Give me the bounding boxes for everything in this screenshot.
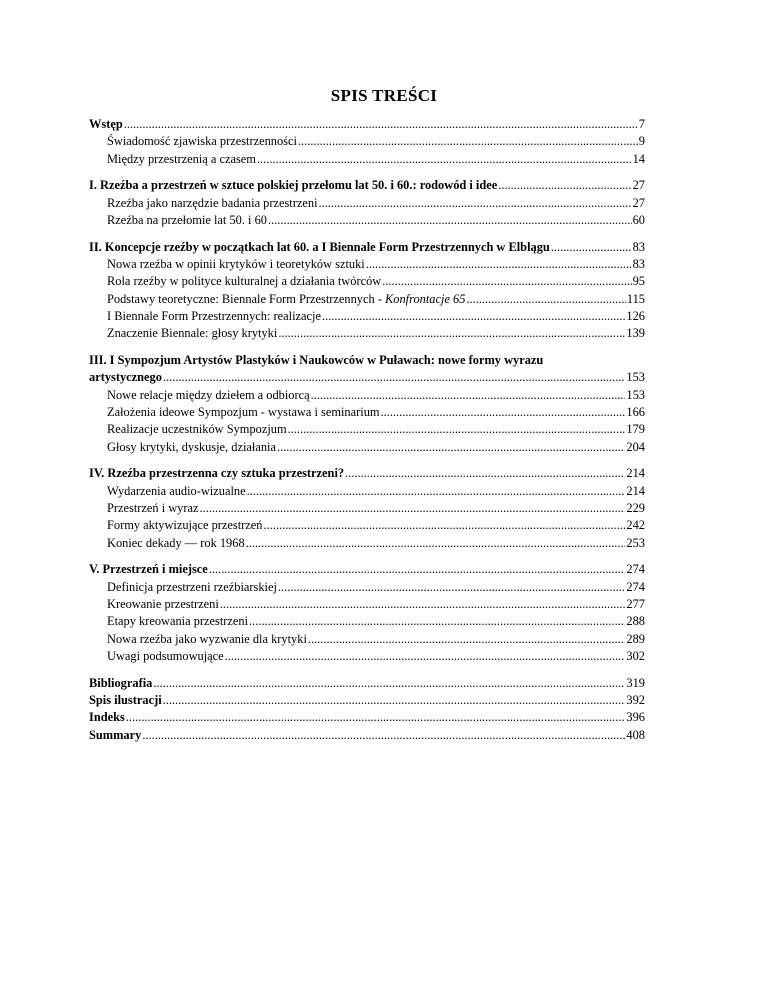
toc-entry[interactable] bbox=[89, 596, 645, 613]
page-title: SPIS TREŚCI bbox=[330, 86, 438, 105]
toc-heading-chapter-5[interactable] bbox=[89, 561, 645, 578]
leader-dots bbox=[249, 613, 625, 630]
toc-page-number: 83 bbox=[632, 257, 645, 272]
toc-page-number: 83 bbox=[632, 239, 645, 254]
leader-dots bbox=[288, 421, 626, 438]
toc-page-number: 214 bbox=[626, 466, 645, 481]
toc-heading-indeks[interactable] bbox=[89, 709, 645, 726]
toc-entry[interactable] bbox=[89, 483, 645, 500]
toc-entry-label: Znaczenie Biennale: głosy krytyki bbox=[107, 326, 278, 341]
toc-page-number: 242 bbox=[626, 518, 645, 533]
toc-page-number: 253 bbox=[626, 535, 645, 550]
toc-entry-label: Kreowanie przestrzeni bbox=[107, 596, 219, 611]
toc-heading-label: Spis ilustracji bbox=[89, 692, 162, 707]
toc-page-number: 60 bbox=[632, 212, 645, 227]
section-gap bbox=[89, 552, 645, 562]
toc-heading-label: V. Przestrzeń i miejsce bbox=[89, 562, 208, 577]
toc-entry[interactable] bbox=[89, 387, 645, 404]
toc-entry[interactable] bbox=[89, 325, 645, 342]
toc-entry-label: Koniec dekady — rok 1968 bbox=[107, 535, 245, 550]
toc-page-number: 392 bbox=[626, 692, 645, 707]
toc-heading-label: I. Rzeźba a przestrzeń w sztuce polskiej przełomu lat 50. i 60.: rodowód i idee bbox=[89, 178, 498, 193]
toc-page-number: 153 bbox=[626, 387, 645, 402]
leader-dots bbox=[264, 517, 626, 534]
toc-entry-label: Głosy krytyki, dyskusje, działania bbox=[107, 439, 276, 454]
toc-entry-label bbox=[107, 291, 465, 308]
toc-entry[interactable] bbox=[89, 439, 645, 456]
toc-entry-label: Rola rzeźby w polityce kulturalnej a działania twórców bbox=[107, 274, 382, 289]
toc-entry-label-text: Podstawy teoretyczne: Biennale Form Przestrzennych - bbox=[107, 291, 386, 306]
leader-dots bbox=[247, 483, 626, 500]
toc-entry-label: Założenia ideowe Sympozjum - wystawa i seminarium bbox=[107, 404, 380, 419]
toc-entry[interactable] bbox=[89, 256, 645, 273]
table-of-contents bbox=[89, 116, 645, 744]
toc-entry[interactable] bbox=[89, 195, 645, 212]
leader-dots bbox=[551, 239, 632, 256]
toc-page-number: 115 bbox=[626, 291, 645, 306]
toc-entry-label: Między przestrzenią a czasem bbox=[107, 151, 256, 166]
toc-page-number: 166 bbox=[626, 404, 645, 419]
toc-entry[interactable] bbox=[89, 648, 645, 665]
leader-dots bbox=[498, 177, 631, 194]
toc-heading-summary[interactable] bbox=[89, 727, 645, 744]
toc-entry[interactable] bbox=[89, 421, 645, 438]
leader-dots bbox=[142, 727, 625, 744]
toc-heading-label: III. I Sympozjum Artystów Plastyków i Naukowców w Puławach: nowe formy wyrazu bbox=[89, 353, 544, 368]
toc-entry[interactable] bbox=[89, 579, 645, 596]
toc-heading-chapter-1[interactable] bbox=[89, 177, 645, 194]
toc-entry-label: Wydarzenia audio-wizualne bbox=[107, 483, 246, 498]
leader-dots bbox=[322, 308, 625, 325]
toc-entry-label: Przestrzeń i wyraz bbox=[107, 500, 199, 515]
leader-dots bbox=[257, 151, 632, 168]
toc-entry-label: Nowa rzeźba w opinii krytyków i teoretyków sztuki bbox=[107, 257, 365, 272]
toc-entry-label: Uwagi podsumowujące bbox=[107, 648, 224, 663]
toc-entry-label: Rzeźba jako narzędzie badania przestrzeni bbox=[107, 195, 318, 210]
toc-page-number: 229 bbox=[626, 500, 645, 515]
toc-heading-chapter-3-line1[interactable] bbox=[89, 352, 645, 369]
toc-entry-label: Świadomość zjawiska przestrzenności bbox=[107, 134, 297, 149]
toc-entry[interactable] bbox=[89, 631, 645, 648]
toc-heading-label: Wstęp bbox=[89, 117, 123, 131]
toc-heading-label: artystycznego bbox=[89, 370, 162, 385]
toc-entry-label: Realizacje uczestników Sympozjum bbox=[107, 422, 287, 437]
leader-dots bbox=[163, 692, 626, 709]
toc-entry[interactable] bbox=[89, 517, 645, 534]
toc-heading-wstep[interactable] bbox=[89, 116, 645, 133]
toc-entry-label: Nowa rzeźba jako wyzwanie dla krytyki bbox=[107, 631, 307, 646]
toc-entry[interactable] bbox=[89, 291, 645, 308]
leader-dots bbox=[466, 291, 625, 308]
toc-heading-chapter-3-line2[interactable] bbox=[89, 369, 645, 386]
toc-entry[interactable] bbox=[89, 308, 645, 325]
toc-entry-label: I Biennale Form Przestrzennych: realizacje bbox=[107, 308, 321, 323]
section-gap bbox=[89, 343, 645, 353]
leader-dots bbox=[126, 709, 626, 726]
toc-page-number: 9 bbox=[638, 134, 645, 149]
toc-page-number: 204 bbox=[626, 439, 645, 454]
toc-heading-bibliografia[interactable] bbox=[89, 675, 645, 692]
toc-entry[interactable] bbox=[89, 273, 645, 290]
leader-dots bbox=[268, 212, 632, 229]
toc-heading-label: Bibliografia bbox=[89, 675, 153, 690]
toc-page-number: 319 bbox=[626, 675, 645, 690]
toc-entry[interactable] bbox=[89, 151, 645, 168]
toc-entry[interactable] bbox=[89, 613, 645, 630]
leader-dots bbox=[277, 439, 625, 456]
toc-page-number: 27 bbox=[632, 178, 645, 193]
leader-dots bbox=[163, 369, 625, 386]
toc-page-number: 274 bbox=[626, 562, 645, 577]
section-gap bbox=[89, 456, 645, 466]
leader-dots bbox=[225, 648, 626, 665]
toc-heading-label: Summary bbox=[89, 727, 142, 742]
leader-dots bbox=[124, 116, 638, 133]
toc-page-number: 289 bbox=[626, 631, 645, 646]
leader-dots bbox=[278, 579, 625, 596]
leader-dots bbox=[366, 256, 632, 273]
toc-entry-label: Formy aktywizujące przestrzeń bbox=[107, 518, 263, 533]
toc-heading-label: Indeks bbox=[89, 710, 125, 725]
toc-page-number: 214 bbox=[626, 483, 645, 498]
toc-entry-label: Rzeźba na przełomie lat 50. i 60 bbox=[107, 212, 267, 227]
toc-page-number: 14 bbox=[632, 151, 645, 166]
toc-heading-spis-ilustracji[interactable] bbox=[89, 692, 645, 709]
toc-entry-label: Etapy kreowania przestrzeni bbox=[107, 614, 249, 629]
toc-page-number: 288 bbox=[626, 614, 645, 629]
leader-dots bbox=[298, 133, 638, 150]
toc-page-number: 277 bbox=[626, 596, 645, 611]
leader-dots bbox=[209, 561, 626, 578]
section-gap bbox=[89, 168, 645, 178]
toc-entry[interactable] bbox=[89, 404, 645, 421]
leader-dots bbox=[308, 631, 626, 648]
toc-page-number: 274 bbox=[626, 579, 645, 594]
leader-dots bbox=[381, 404, 626, 421]
toc-page-number: 179 bbox=[626, 422, 645, 437]
leader-dots bbox=[200, 500, 626, 517]
toc-heading-label: II. Koncepcje rzeźby w początkach lat 60. a I Biennale Form Przestrzennych w Elblągu bbox=[89, 239, 550, 254]
toc-page-number: 126 bbox=[626, 308, 645, 323]
toc-entry[interactable] bbox=[89, 212, 645, 229]
toc-heading-chapter-4[interactable] bbox=[89, 465, 645, 482]
toc-entry-label: Nowe relacje między dziełem a odbiorcą bbox=[107, 387, 310, 402]
leader-dots bbox=[382, 273, 631, 290]
leader-dots bbox=[246, 535, 626, 552]
toc-page-number: 27 bbox=[632, 195, 645, 210]
section-gap bbox=[89, 665, 645, 675]
leader-dots bbox=[311, 387, 626, 404]
toc-heading-chapter-2[interactable] bbox=[89, 239, 645, 256]
toc-entry[interactable] bbox=[89, 133, 645, 150]
section-gap bbox=[89, 229, 645, 239]
leader-dots bbox=[278, 325, 625, 342]
toc-entry[interactable] bbox=[89, 500, 645, 517]
leader-dots bbox=[345, 465, 625, 482]
toc-heading-label: IV. Rzeźba przestrzenna czy sztuka przestrzeni? bbox=[89, 466, 345, 481]
toc-page-number: 153 bbox=[626, 370, 645, 385]
toc-page-number: 408 bbox=[626, 727, 645, 742]
toc-page-number: 95 bbox=[632, 274, 645, 289]
toc-page-number: 396 bbox=[626, 710, 645, 725]
toc-entry[interactable] bbox=[89, 535, 645, 552]
leader-dots bbox=[153, 675, 625, 692]
toc-page-number: 7 bbox=[638, 117, 645, 131]
toc-entry-label-italic: Konfrontacje 65 bbox=[385, 291, 466, 306]
leader-dots bbox=[319, 195, 632, 212]
leader-dots bbox=[220, 596, 626, 613]
toc-page-number: 302 bbox=[626, 648, 645, 663]
toc-entry-label: Definicja przestrzeni rzeźbiarskiej bbox=[107, 579, 277, 594]
toc-page-number: 139 bbox=[626, 326, 645, 341]
